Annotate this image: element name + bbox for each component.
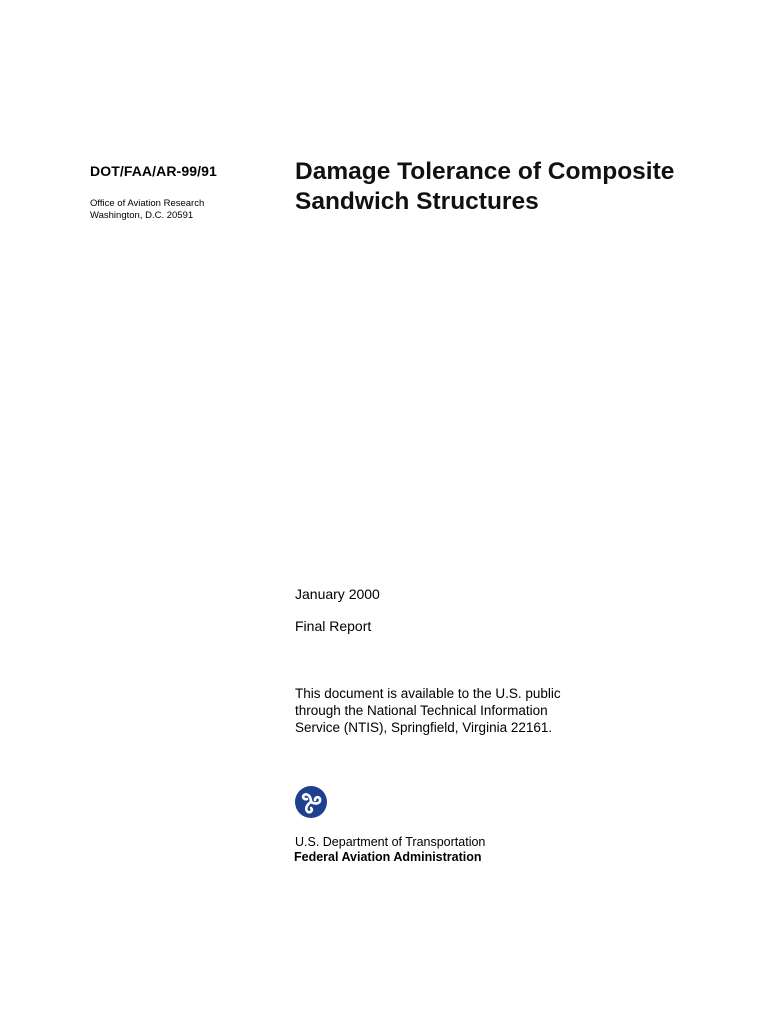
- title-line-2: Sandwich Structures: [295, 188, 539, 215]
- report-date: January 2000: [295, 586, 380, 602]
- agency-block: [295, 835, 485, 864]
- document-title: [295, 157, 735, 217]
- report-number: DOT/FAA/AR-99/91: [90, 163, 217, 179]
- administration-name: Federal Aviation Administration: [294, 849, 482, 864]
- dot-triskelion-icon: [295, 786, 327, 818]
- availability-line-3: Service (NTIS), Springfield, Virginia 22161.: [295, 720, 553, 735]
- office-address: [90, 198, 204, 222]
- availability-line-2: through the National Technical Information: [295, 703, 548, 718]
- availability-line-1: This document is available to the U.S. public: [295, 686, 561, 701]
- department-name: U.S. Department of Transportation: [295, 835, 486, 849]
- office-city: Washington, D.C. 20591: [90, 210, 194, 221]
- availability-notice: [295, 685, 615, 736]
- office-name: Office of Aviation Research: [90, 198, 205, 209]
- report-type: Final Report: [295, 618, 372, 634]
- title-line-1: Damage Tolerance of Composite: [295, 158, 675, 185]
